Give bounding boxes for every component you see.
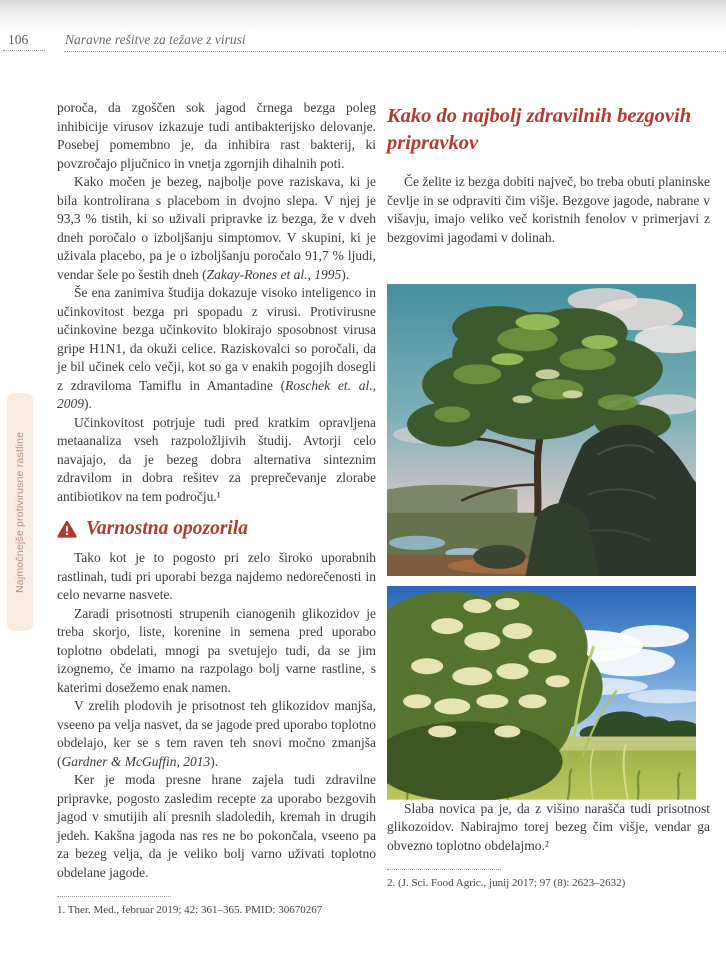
paragraph-6: Zaradi prisotnosti strupenih cianogenih glikozidov je treba skorjo, liste, korenine in semena pred uporabo toplotno obdelati, mnogi pa svetujejo tudi, da se jim izognemo, če imamo na razpolago bolj varne rastline, s katerimi dosežemo enak namen. — [57, 605, 376, 695]
safety-warning-heading — [57, 518, 376, 540]
section-heading: Kako do najbolj zdravilnih bezgovih pripravkov — [387, 105, 692, 154]
paragraph-4: Učinkovitost potrjuje tudi pred kratkim opravljena metaanaliza vseh razpoložljivih študij. Avtorji celo navajajo, da je bezeg dobra alternativa sinteznim zdravilom in dobra rešitev za preprečevanje zlorabe antibiotikov na tem področju.¹ — [57, 414, 376, 504]
paragraph-1: poroča, da zgoščen sok jagod črnega bezga poleg inhibicije virusov izkazuje tudi antibakterijsko delovanje. Posebej pomembno je, da inhibira rast bakterij, ki povzročajo pljučnico in vnetja zgornjih dihalnih poti. — [57, 100, 376, 171]
paragraph-5: Tako kot je to pogosto pri zelo široko uporabnih rastlinah, tudi pri uporabi bezga najdemo nedorečenosti in celo nevarne nasvete. — [57, 550, 376, 602]
footnote-separator-2 — [387, 869, 501, 870]
paragraph-2 — [57, 173, 376, 284]
footnote-separator-1 — [57, 896, 171, 897]
header-rule — [64, 51, 726, 52]
closing-paragraph: Slaba novica pa je, da z višino narašča tudi prisotnost glikozoidov. Nabirajmo torej bezeg čim višje, vendar ga obvezno toplotno obdelajmo.² — [387, 800, 710, 853]
paragraph-7 — [57, 697, 376, 771]
paragraph-2-end: ). — [341, 266, 350, 282]
safety-warning-title: Varnostna opozorila — [86, 518, 249, 539]
paragraph-3-text: Še ena zanimiva študija dokazuje visoko inteligenco in učinkovitost bezga pri spopadu z virusi. Protivirusne učinkovine bezga učinkovito blokirajo sposobnost virusa gripe H1N1, da okuži celice. Raziskovalci so poročali, da je bil učinek celo večji, kot so ga v enakih pogojih dosegli z zdraviloma Tamiflu in Amantadine ( — [57, 285, 376, 393]
citation-gardner-mcguffin: Gardner & McGuffin, 2013 — [61, 753, 211, 769]
elderberry-tree-photo — [387, 284, 696, 576]
citation-zakay-rones: Zakay-Rones et al., 1995 — [206, 266, 342, 282]
page-number: 106 — [8, 32, 29, 47]
right-column — [387, 103, 710, 890]
running-header-title: Naravne rešitve za težave z virusi — [65, 32, 246, 47]
intro-paragraph: Če želite iz bezga dobiti največ, bo treba obuti planinske čevlje in se odpraviti čim višje. Bezgove jagode, nabrane v višavju, imajo veliko več koristnih fenolov v primerjavi z bezgovimi jagodami v dolinah. — [387, 174, 710, 245]
paragraph-3 — [57, 284, 376, 414]
sidebar-chapter-tab — [7, 393, 33, 631]
paragraph-7-end: ). — [210, 753, 219, 769]
paragraph-8: Ker je moda presne hrane zajela tudi zdravilne pripravke, pogosto zasledim recepte za uporabo bezgovih jagod v smutijih ali presnih sladoledih, kremah in drugih jedeh. Kakšna jagoda nas res ne bo pokončala, vseeno pa za bezeg velja, da je veliko bolj varno uživati toplotno obdelane jagode. — [57, 772, 376, 880]
footnote-2: 2. (J. Sci. Food Agric., junij 2017; 97 (8): 2623–2632) — [387, 877, 626, 890]
paragraph-3-end: ). — [84, 396, 92, 411]
left-column — [57, 99, 376, 917]
paragraph-2-text: Kako močen je bezeg, najbolje pove raziskava, ki je bila kontrolirana s placebom in dvojno slepa. V njej je 93,3 % tistih, ki so uživali pripravke iz bezga, že v dveh dneh poročalo o izboljšanju simptomov. V skupini, ki je uživala placebo, pa je o izboljšanju poročalo 91,7 % ljudi, vendar šele po šestih dneh ( — [57, 174, 376, 282]
citation-roschek: Roschek et. al., 2009 — [57, 377, 376, 411]
paragraph-7-text: V zrelih plodovih je prisotnost teh glikozidov manjša, vseeno pa velja nasvet, da se jagode pred uporabo toplotno obdelajo, ker se s tem raven teh snovi močno zmanjša ( — [57, 698, 376, 769]
page-number-rule — [3, 50, 45, 51]
footnote-1: 1. Ther. Med., februar 2019; 42: 361–365. PMID: 30670267 — [57, 904, 323, 916]
page-top-shading — [0, 0, 726, 34]
warning-triangle-icon — [57, 520, 77, 538]
elderberry-bush-photo — [387, 586, 696, 800]
sidebar-chapter-tab-label: Najmočnejše protivirusne rastline — [14, 431, 26, 593]
